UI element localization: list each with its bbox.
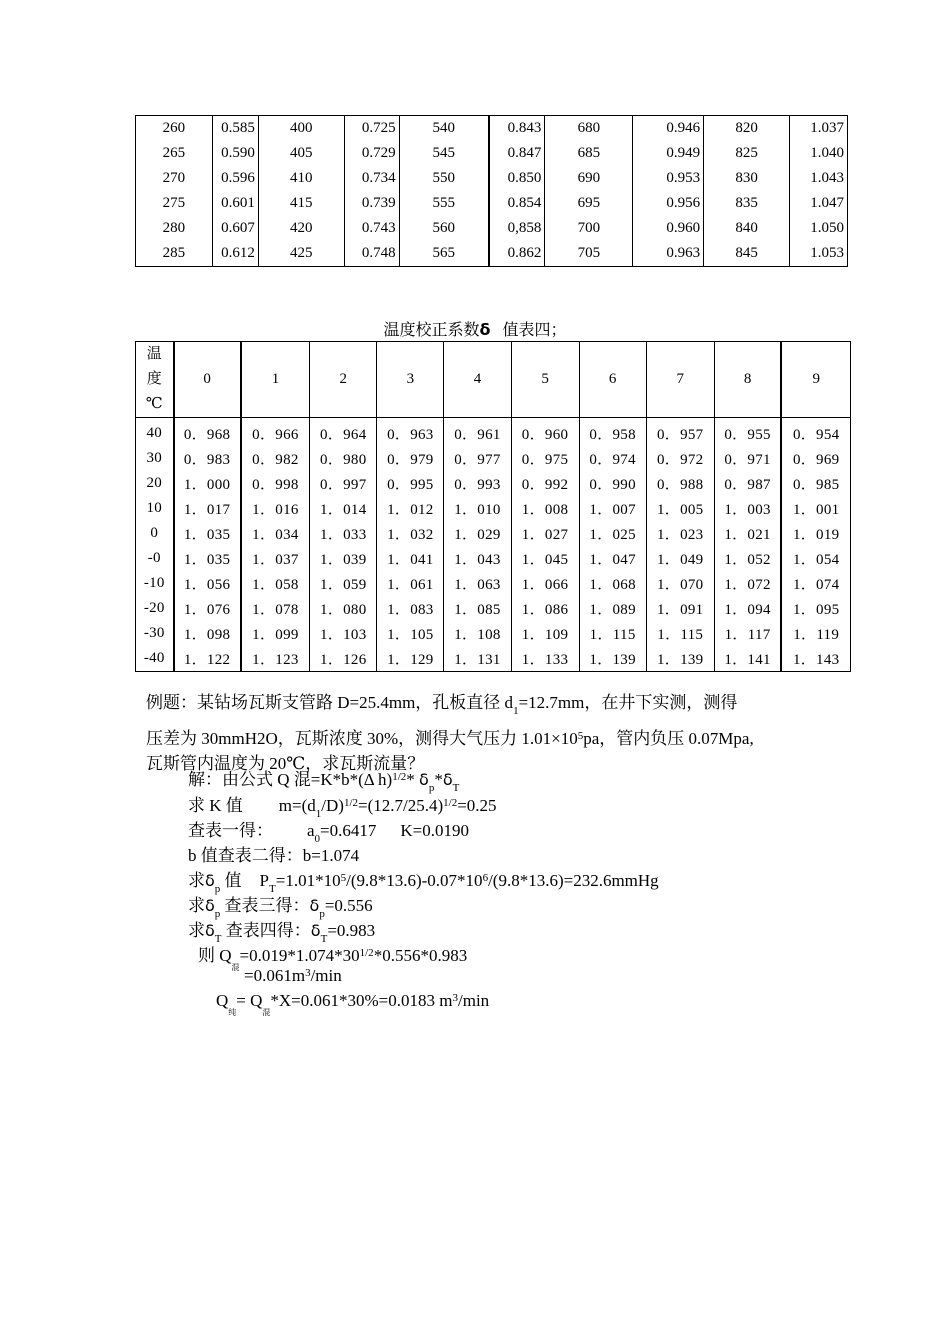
table-cell-value: 1．023	[646, 521, 714, 546]
table-cell-value: 1．021	[714, 521, 781, 546]
step-text: /(9.8*13.6)-0.07*10	[346, 871, 483, 890]
table-cell-value: 1.053	[810, 245, 844, 261]
delta-symbol: δ	[442, 770, 453, 789]
table-cell-value: 1．078	[241, 596, 310, 621]
example-problem	[146, 690, 826, 776]
table-cell-value: 1．034	[241, 521, 310, 546]
table-cell-value: 0．987	[714, 471, 781, 496]
step-text: 值	[220, 871, 242, 890]
step-text: m=(d	[278, 796, 316, 815]
subscript: 混	[231, 963, 240, 972]
row-temperature: -0	[136, 546, 174, 571]
table-cell-value: 1．066	[511, 571, 579, 596]
superscript: 5	[577, 730, 584, 742]
step-text: 求	[188, 921, 205, 940]
table-cell-key: 685	[545, 141, 633, 166]
step-text: 求	[188, 896, 205, 915]
step-text: 查表三得：	[220, 896, 310, 915]
formula-text: *	[406, 770, 420, 789]
table4-caption	[0, 317, 950, 340]
table-cell-key: 565	[399, 241, 489, 267]
table-row	[136, 446, 851, 471]
table-cell-value: 0．993	[444, 471, 511, 496]
superscript: 1/2	[343, 797, 358, 809]
table-cell-value: 1．109	[511, 621, 579, 646]
table-cell-key: 260	[136, 116, 213, 142]
table-cell-value: 1．012	[377, 496, 444, 521]
table-cell-key: 555	[399, 191, 489, 216]
table-cell-value: 0．954	[781, 418, 850, 447]
step-text: 求	[188, 871, 205, 890]
table-cell-value: 1．008	[511, 496, 579, 521]
table-cell-value: 1．059	[310, 571, 377, 596]
table-cell-key: 830	[704, 166, 790, 191]
table-cell-value: 1．115	[646, 621, 714, 646]
table-cell-value: 1．103	[310, 621, 377, 646]
table-cell-value: 0．992	[511, 471, 579, 496]
table-row	[136, 646, 851, 672]
header-line-3: ℃	[145, 396, 163, 412]
table-row	[136, 116, 848, 142]
subscript: 1	[513, 705, 519, 717]
step-text: 求 K 值	[188, 796, 243, 815]
formula-text: *	[434, 770, 443, 789]
table-cell-key: 550	[399, 166, 489, 191]
table-cell-value: 1．056	[174, 571, 241, 596]
table-cell-value: 0.956	[633, 191, 704, 216]
table-cell-value: 0.854	[489, 191, 545, 216]
table-cell-value: 0.590	[212, 141, 258, 166]
table-cell-value: 0．983	[174, 446, 241, 471]
table-row	[136, 571, 851, 596]
table-row	[136, 496, 851, 521]
table-cell-value: 0.601	[212, 191, 258, 216]
table-cell-value: 1．019	[781, 521, 850, 546]
subscript: T	[214, 933, 222, 945]
header-line-1: 温	[146, 346, 162, 362]
table-cell-value: 0．982	[241, 446, 310, 471]
step-text: =0.556	[324, 896, 373, 915]
row-temperature: -30	[136, 621, 174, 646]
example-text: 例题：某钻场瓦斯支管路 D=25.4mm，孔板直径 d	[146, 693, 514, 712]
caption-prefix: 温度校正系数	[383, 322, 480, 339]
table-cell-value: 0.585	[212, 116, 258, 142]
step-text: =0.25	[457, 796, 497, 815]
table-row	[136, 546, 851, 571]
step-text: 查表四得：	[221, 921, 311, 940]
table-cell-value: 0.953	[633, 166, 704, 191]
table-cell-value: 0.847	[489, 141, 545, 166]
table-cell-value: 1．037	[241, 546, 310, 571]
table-cell-value: 1．123	[241, 646, 310, 672]
table-cell-key: 420	[258, 216, 344, 241]
table-cell-value: 1．143	[781, 646, 850, 672]
table-cell-value: 1．091	[646, 596, 714, 621]
table-cell-value: 1．139	[579, 646, 646, 672]
table-cell-key: 840	[704, 216, 790, 241]
table-cell-value: 0.862	[489, 241, 545, 267]
table-cell-value: 0.946	[633, 116, 704, 142]
example-text: pa，管内负压 0.07Mpa,	[583, 729, 754, 748]
row-temperature: -40	[136, 646, 174, 672]
step-text: =(12.7/25.4)	[358, 796, 444, 815]
step-text: =1.01*10	[275, 871, 341, 890]
subscript: 纯	[228, 1008, 237, 1017]
table-cell-key: 415	[258, 191, 344, 216]
table-cell-key: 425	[258, 241, 344, 267]
solution-formula	[188, 765, 459, 794]
example-text: 压差为 30mmH2O，瓦斯浓度 30%，测得大气压力 1.01×10	[146, 729, 578, 748]
table-cell-key: 560	[399, 216, 489, 241]
subscript: p	[214, 908, 221, 920]
subscript: T	[320, 933, 328, 945]
superscript: 3	[452, 992, 458, 1004]
table-cell-value: 0．961	[444, 418, 511, 447]
table-cell-key: 820	[704, 116, 790, 142]
example-line-1	[146, 690, 826, 724]
table-cell-value: 0.596	[212, 166, 258, 191]
step-text: =0.019*1.074*30	[239, 946, 360, 965]
table-row	[136, 241, 848, 267]
table-cell-value: 0．974	[579, 446, 646, 471]
table-row	[136, 418, 851, 447]
table-cell-key: 680	[545, 116, 633, 142]
table-cell-value: 0．971	[714, 446, 781, 471]
table-cell-value: 1．000	[174, 471, 241, 496]
superscript: 3	[305, 967, 311, 979]
table-cell-value: 1．086	[511, 596, 579, 621]
table-cell-value: 1．098	[174, 621, 241, 646]
table-cell-key: 270	[136, 166, 213, 191]
row-temperature: -20	[136, 596, 174, 621]
column-header: 8	[714, 342, 781, 418]
step-text: =0.6417	[320, 821, 377, 840]
header-line-2: 度	[146, 371, 162, 387]
table-cell-value: 0．979	[377, 446, 444, 471]
table-cell-key: 705	[545, 241, 633, 267]
example-line-2	[146, 724, 826, 751]
table-cell-value: 0．964	[310, 418, 377, 447]
table-cell-value: 1．085	[444, 596, 511, 621]
table-cell-value: 1．083	[377, 596, 444, 621]
table-cell-value: 1．043	[444, 546, 511, 571]
table-cell-value: 0．969	[781, 446, 850, 471]
table-row	[136, 141, 848, 166]
example-text: 瓦斯管内温度为 20℃，求瓦斯流量？	[146, 754, 425, 773]
table-cell-value: 1．074	[781, 571, 850, 596]
superscript: 5	[340, 872, 347, 884]
column-header: 6	[579, 342, 646, 418]
table-cell-value: 1．058	[241, 571, 310, 596]
table-cell-value: 1．117	[714, 621, 781, 646]
formula-text: 解：由公式 Q 混=K*b*(Δ h)	[188, 770, 393, 789]
table-cell-value: 0．980	[310, 446, 377, 471]
table-cell-value: 1．076	[174, 596, 241, 621]
table-cell-key: 835	[704, 191, 790, 216]
table-row	[136, 621, 851, 646]
table-cell-value: 1．122	[174, 646, 241, 672]
table-cell-value: 0．966	[241, 418, 310, 447]
table-cell-value: 1．063	[444, 571, 511, 596]
table-cell-value: 0．960	[511, 418, 579, 447]
table-row	[136, 521, 851, 546]
table-cell-value: 0.729	[344, 141, 399, 166]
table-cell-value: 0.725	[344, 116, 399, 142]
table-cell-value: 1．115	[579, 621, 646, 646]
superscript: 1/2	[392, 771, 407, 783]
subscript: 0	[314, 833, 321, 845]
table-cell-value: 1．133	[511, 646, 579, 672]
table-cell-value: 0.612	[212, 241, 258, 267]
flow-coefficient-table-continued	[135, 115, 848, 267]
table-cell-key: 695	[545, 191, 633, 216]
row-temperature: -10	[136, 571, 174, 596]
table-cell-value: 0．958	[579, 418, 646, 447]
table-cell-key: 690	[545, 166, 633, 191]
delta-symbol: δ	[205, 896, 215, 915]
table-cell-value: 1．005	[646, 496, 714, 521]
table-cell-value: 1.047	[810, 195, 844, 211]
table-cell-value: 1．141	[714, 646, 781, 672]
table-cell-value: 0．995	[377, 471, 444, 496]
table-cell-value: 1．035	[174, 521, 241, 546]
step-text: 则 Q	[198, 946, 232, 965]
table-cell-value: 1．068	[579, 571, 646, 596]
step-text: = Q	[236, 991, 263, 1010]
table-cell-key: 280	[136, 216, 213, 241]
table-cell-value: 1．025	[579, 521, 646, 546]
table-row	[136, 471, 851, 496]
solution-result-pure	[216, 991, 489, 1018]
temperature-correction-table	[135, 341, 851, 672]
step-text: =0.061m	[244, 966, 306, 985]
table-cell-key: 700	[545, 216, 633, 241]
delta-symbol: δ	[309, 896, 320, 915]
subscript: p	[428, 782, 435, 794]
table-cell-value: 0．963	[377, 418, 444, 447]
table-cell-value: 0．957	[646, 418, 714, 447]
column-header: 5	[511, 342, 579, 418]
table-cell-value: 1．003	[714, 496, 781, 521]
solution-step-table2	[188, 841, 359, 866]
table-cell-value: 0．988	[646, 471, 714, 496]
table-cell-value: 1.037	[810, 120, 844, 136]
table-cell-value: 1．095	[781, 596, 850, 621]
step-text: =0.983	[327, 921, 376, 940]
table-cell-key: 540	[399, 116, 489, 142]
table-cell-key: 285	[136, 241, 213, 267]
caption-delta-symbol: δ	[479, 320, 491, 339]
row-temperature: 40	[136, 418, 174, 447]
table-cell-value: 0.850	[489, 166, 545, 191]
table-cell-value: 0.743	[344, 216, 399, 241]
table-cell-value: 1．039	[310, 546, 377, 571]
table-cell-value: 1．033	[310, 521, 377, 546]
table-row	[136, 596, 851, 621]
table-cell-value: 1．027	[511, 521, 579, 546]
table-cell-value: 0.949	[633, 141, 704, 166]
table-row	[136, 166, 848, 191]
table-cell-value: 1．045	[511, 546, 579, 571]
subscript: 混	[262, 1008, 271, 1017]
column-header: 9	[781, 342, 850, 418]
delta-symbol: δ	[310, 921, 321, 940]
step-text: /(9.8*13.6)=232.6mmHg	[488, 871, 659, 890]
table-cell-value: 1．108	[444, 621, 511, 646]
table-cell-value: 1.040	[810, 145, 844, 161]
table-cell-key: 410	[258, 166, 344, 191]
column-header: 4	[444, 342, 511, 418]
table-cell-value: 1．094	[714, 596, 781, 621]
table-cell-value: 1．016	[241, 496, 310, 521]
table-cell-value: 0.734	[344, 166, 399, 191]
step-text: b 值查表二得：b=1.074	[188, 846, 360, 865]
table-cell-value: 0．997	[310, 471, 377, 496]
table-cell-value: 0．968	[174, 418, 241, 447]
table-cell-value: 1．131	[444, 646, 511, 672]
table-cell-key: 545	[399, 141, 489, 166]
table-row	[136, 191, 848, 216]
column-header: 7	[646, 342, 714, 418]
table-cell-value: 0.739	[344, 191, 399, 216]
step-text: /D)	[321, 796, 344, 815]
table-cell-value: 0.748	[344, 241, 399, 267]
row-temperature: 0	[136, 521, 174, 546]
subscript: p	[319, 908, 325, 920]
table-cell-value: 0．955	[714, 418, 781, 447]
table-cell-value: 1．017	[174, 496, 241, 521]
step-text: *0.556*0.983	[373, 946, 468, 965]
column-header: 1	[241, 342, 310, 418]
row-temperature: 10	[136, 496, 174, 521]
example-text: =12.7mm，在井下实测，测得	[518, 693, 738, 712]
table-cell-value: 0．985	[781, 471, 850, 496]
table-cell-value: 1．099	[241, 621, 310, 646]
table-row	[136, 216, 848, 241]
table-cell-value: 1．049	[646, 546, 714, 571]
step-text: /min	[310, 966, 342, 985]
table-cell-value: 0．972	[646, 446, 714, 471]
table-cell-value: 1．041	[377, 546, 444, 571]
subscript: 1	[315, 808, 322, 820]
table-cell-value: 1．052	[714, 546, 781, 571]
row-temperature: 30	[136, 446, 174, 471]
table-cell-value: 1.043	[810, 170, 844, 186]
step-text: K=0.0190	[400, 821, 470, 840]
table-cell-value: 1．089	[579, 596, 646, 621]
subscript: p	[214, 883, 221, 895]
delta-symbol: δ	[205, 871, 215, 890]
table-cell-value: 1．119	[781, 621, 850, 646]
table-cell-value: 1．047	[579, 546, 646, 571]
table-cell-value: 1．010	[444, 496, 511, 521]
step-text: 查表一得：	[188, 821, 273, 840]
step-text: Q	[216, 991, 229, 1010]
delta-symbol: δ	[419, 770, 429, 789]
subscript: T	[452, 782, 460, 794]
table-cell-value: 1．029	[444, 521, 511, 546]
superscript: 1/2	[359, 947, 374, 959]
table-cell-value: 0.963	[633, 241, 704, 267]
table-cell-value: 1．032	[377, 521, 444, 546]
column-header: 0	[174, 342, 241, 418]
table-cell-value: 1．035	[174, 546, 241, 571]
table-cell-value: 1．126	[310, 646, 377, 672]
table-cell-value: 1．070	[646, 571, 714, 596]
table-cell-value: 0.843	[489, 116, 545, 142]
table-cell-value: 0．998	[241, 471, 310, 496]
table-cell-value: 1．129	[377, 646, 444, 672]
caption-suffix: 值表四；	[502, 322, 567, 339]
table-cell-value: 0．977	[444, 446, 511, 471]
step-text: *X=0.061*30%=0.0183 m	[270, 991, 453, 1010]
delta-symbol: δ	[205, 921, 215, 940]
solution-result-value	[244, 966, 342, 986]
table-cell-value: 0.607	[212, 216, 258, 241]
table-cell-value: 0,858	[489, 216, 545, 241]
step-text: /min	[458, 991, 490, 1010]
table-cell-value: 1．080	[310, 596, 377, 621]
table-cell-value: 1．054	[781, 546, 850, 571]
table-cell-value: 1．007	[579, 496, 646, 521]
table-cell-value: 0.960	[633, 216, 704, 241]
table-cell-key: 265	[136, 141, 213, 166]
table-cell-key: 275	[136, 191, 213, 216]
superscript: 6	[482, 872, 489, 884]
table-cell-key: 400	[258, 116, 344, 142]
table-cell-value: 0．975	[511, 446, 579, 471]
table-cell-key: 825	[704, 141, 790, 166]
table-cell-value: 1．014	[310, 496, 377, 521]
table-cell-value: 1．072	[714, 571, 781, 596]
column-header: 3	[377, 342, 444, 418]
subscript: T	[269, 883, 276, 895]
table-cell-value: 1．139	[646, 646, 714, 672]
table-cell-value: 1．105	[377, 621, 444, 646]
step-text: a	[307, 821, 315, 840]
temperature-header	[136, 342, 174, 418]
table-cell-value: 1．001	[781, 496, 850, 521]
table-cell-key: 845	[704, 241, 790, 267]
row-temperature: 20	[136, 471, 174, 496]
table-cell-value: 0．990	[579, 471, 646, 496]
table-cell-key: 405	[258, 141, 344, 166]
table-cell-value: 1.050	[810, 220, 844, 236]
table-cell-value: 1．061	[377, 571, 444, 596]
step-text: P	[259, 871, 270, 890]
column-header: 2	[310, 342, 377, 418]
superscript: 1/2	[443, 797, 458, 809]
